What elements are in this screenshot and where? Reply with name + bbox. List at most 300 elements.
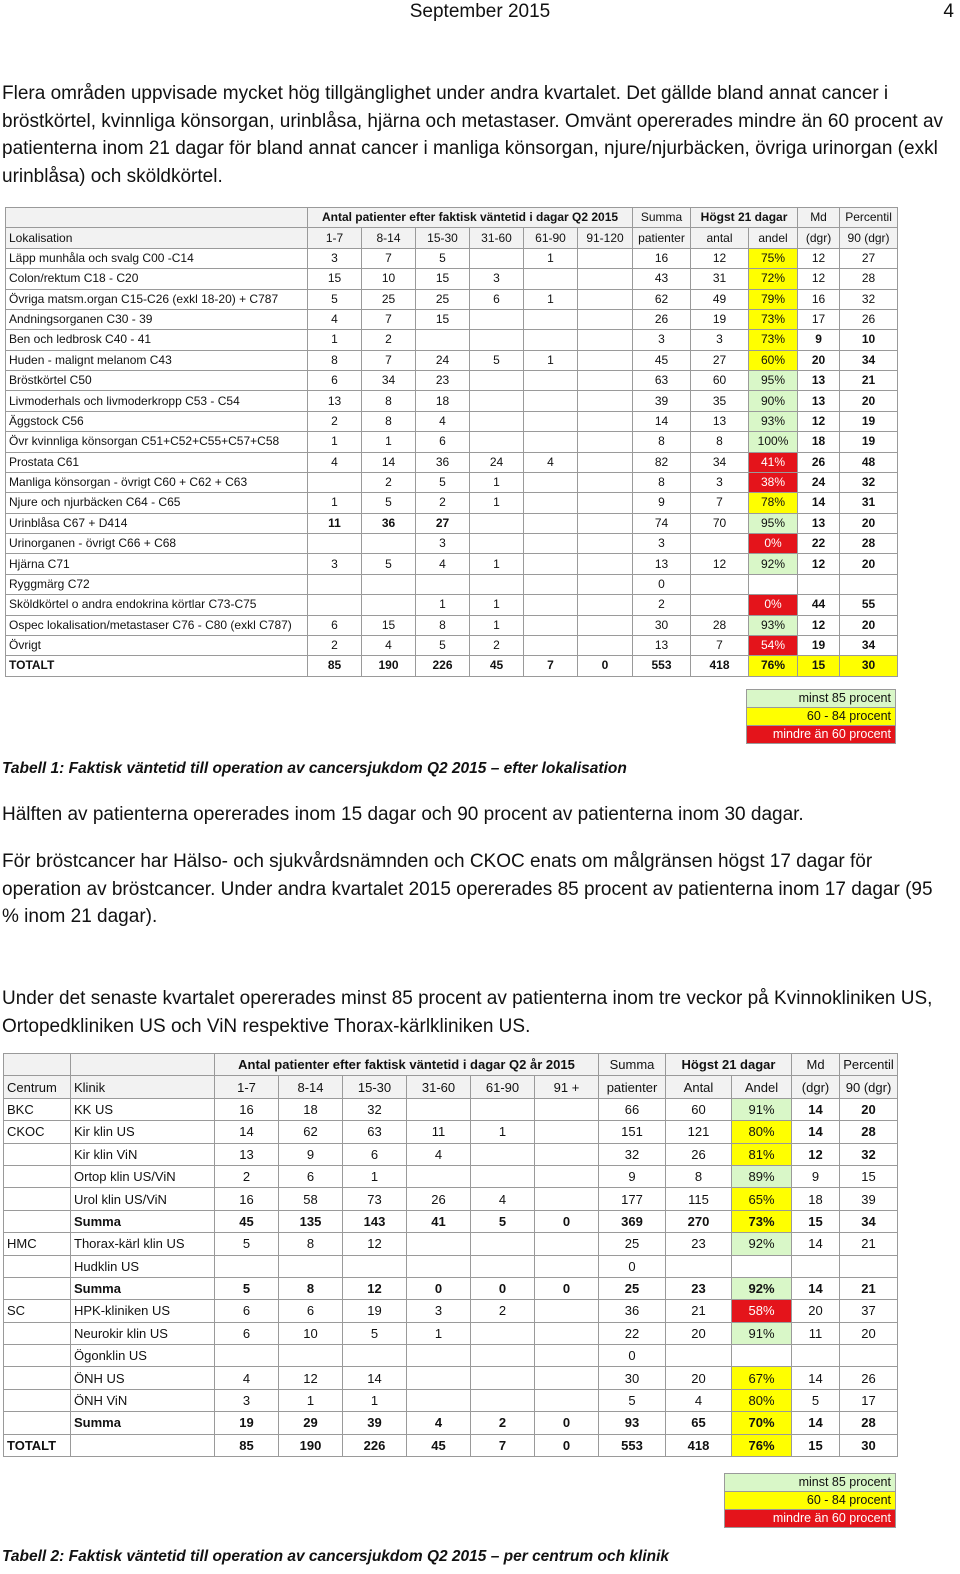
- centrum-value: [4, 1345, 71, 1367]
- sum-value: 9: [599, 1165, 666, 1187]
- bin-value: 85: [215, 1434, 279, 1456]
- bin-value: 4: [362, 635, 416, 655]
- table-row: [6, 574, 898, 594]
- bin-value: 4: [407, 1412, 471, 1434]
- antal-value: 3: [691, 472, 749, 492]
- andel-value: 76%: [732, 1434, 792, 1456]
- header-antal: Antal: [666, 1076, 732, 1098]
- centrum-value: [4, 1165, 71, 1187]
- table-header-row: [4, 1054, 898, 1076]
- p90-value: [840, 574, 898, 594]
- bin-value: 5: [471, 1210, 535, 1232]
- md-value: [798, 574, 840, 594]
- klinik-value: KK US: [71, 1098, 215, 1120]
- andel-value: 67%: [732, 1367, 792, 1389]
- antal-value: [691, 574, 749, 594]
- bin-value: [578, 615, 633, 635]
- bin-value: 19: [215, 1412, 279, 1434]
- bin-value: [578, 391, 633, 411]
- bin-value: [535, 1300, 599, 1322]
- legend-red: mindre än 60 procent: [725, 1510, 896, 1528]
- header-bin: 91-120: [578, 228, 633, 248]
- bin-value: 15: [308, 269, 362, 289]
- md-value: 14: [792, 1098, 840, 1120]
- bin-value: 1: [470, 493, 524, 513]
- sum-value: 45: [633, 350, 691, 370]
- bin-value: 45: [470, 656, 524, 676]
- bin-value: 2: [362, 472, 416, 492]
- bin-value: 25: [362, 289, 416, 309]
- bin-value: 8: [279, 1277, 343, 1299]
- bin-value: [416, 574, 470, 594]
- sum-value: 32: [599, 1143, 666, 1165]
- antal-value: [691, 534, 749, 554]
- centrum-value: SC: [4, 1300, 71, 1322]
- p90-value: 31: [840, 493, 898, 513]
- bin-value: [471, 1345, 535, 1367]
- bin-value: [578, 269, 633, 289]
- header-bin: 8-14: [362, 228, 416, 248]
- table-row: [6, 595, 898, 615]
- klinik-value: Summa: [71, 1210, 215, 1232]
- sum-value: 25: [599, 1233, 666, 1255]
- bin-value: 24: [416, 350, 470, 370]
- p90-value: 28: [840, 269, 898, 289]
- antal-value: 60: [691, 371, 749, 391]
- bin-value: [407, 1098, 471, 1120]
- bin-value: [524, 309, 578, 329]
- centrum-value: TOTALT: [4, 1434, 71, 1456]
- header-p90: 90 (dgr): [840, 1076, 898, 1098]
- header-bin: 61-90: [524, 228, 578, 248]
- bin-value: [470, 432, 524, 452]
- bin-value: 4: [308, 452, 362, 472]
- bin-value: 36: [416, 452, 470, 472]
- bin-value: 6: [215, 1322, 279, 1344]
- andel-value: 54%: [749, 635, 798, 655]
- bin-value: 1: [524, 248, 578, 268]
- andel-value: 72%: [749, 269, 798, 289]
- bin-value: 2: [471, 1412, 535, 1434]
- sum-value: 22: [599, 1322, 666, 1344]
- p90-value: 30: [840, 656, 898, 676]
- andel-value: 38%: [749, 472, 798, 492]
- antal-value: 49: [691, 289, 749, 309]
- table-header-row: [6, 208, 898, 228]
- bin-value: 0: [535, 1277, 599, 1299]
- sum-value: 151: [599, 1121, 666, 1143]
- row-label: Ryggmärg C72: [6, 574, 308, 594]
- sum-value: 25: [599, 1277, 666, 1299]
- bin-value: [578, 635, 633, 655]
- bin-value: [407, 1165, 471, 1187]
- andel-value: 90%: [749, 391, 798, 411]
- p90-value: 20: [840, 554, 898, 574]
- bin-value: [470, 574, 524, 594]
- antal-value: [666, 1255, 732, 1277]
- bin-value: 6: [279, 1300, 343, 1322]
- sum-value: 3: [633, 534, 691, 554]
- andel-value: 73%: [749, 309, 798, 329]
- centrum-value: [4, 1255, 71, 1277]
- bin-value: 5: [416, 635, 470, 655]
- andel-value: 41%: [749, 452, 798, 472]
- table-centrum-klinik: [3, 1053, 898, 1457]
- bin-value: 2: [215, 1165, 279, 1187]
- table-header-row: [4, 1076, 898, 1098]
- bin-value: [524, 330, 578, 350]
- andel-value: 92%: [732, 1233, 792, 1255]
- p90-value: 28: [840, 1121, 898, 1143]
- page-number: 4: [943, 1, 954, 22]
- p90-value: 20: [840, 513, 898, 533]
- bin-value: [308, 472, 362, 492]
- bin-value: 12: [343, 1233, 407, 1255]
- p90-value: 28: [840, 534, 898, 554]
- bin-value: [279, 1255, 343, 1277]
- antal-value: 34: [691, 452, 749, 472]
- bin-value: [578, 472, 633, 492]
- md-value: 12: [798, 554, 840, 574]
- table-row: [6, 269, 898, 289]
- bin-value: [524, 534, 578, 554]
- sum-value: 553: [599, 1434, 666, 1456]
- bin-value: [578, 595, 633, 615]
- bin-value: 14: [215, 1121, 279, 1143]
- antal-value: 28: [691, 615, 749, 635]
- bin-value: 4: [416, 554, 470, 574]
- p90-value: 15: [840, 1165, 898, 1187]
- centrum-value: [4, 1210, 71, 1232]
- antal-value: 31: [691, 269, 749, 289]
- header-md: Md: [792, 1054, 840, 1076]
- bin-value: 13: [215, 1143, 279, 1165]
- bin-value: 16: [215, 1188, 279, 1210]
- row-label: Andningsorganen C30 - 39: [6, 309, 308, 329]
- bin-value: 23: [416, 371, 470, 391]
- md-value: 14: [792, 1233, 840, 1255]
- bin-value: [471, 1389, 535, 1411]
- centrum-value: [4, 1412, 71, 1434]
- header-bin: 31-60: [407, 1076, 471, 1098]
- table-row: [4, 1121, 898, 1143]
- andel-value: 95%: [749, 371, 798, 391]
- legend-table1: [746, 689, 896, 744]
- bin-value: [578, 493, 633, 513]
- md-value: 22: [798, 534, 840, 554]
- table-total-row: [4, 1434, 898, 1456]
- bin-value: [535, 1143, 599, 1165]
- bin-value: [407, 1389, 471, 1411]
- row-label: Hjärna C71: [6, 554, 308, 574]
- p90-value: 26: [840, 1367, 898, 1389]
- sum-value: 74: [633, 513, 691, 533]
- p90-value: 20: [840, 391, 898, 411]
- bin-value: 16: [215, 1098, 279, 1120]
- bin-value: [578, 309, 633, 329]
- bin-value: [535, 1322, 599, 1344]
- p90-value: 32: [840, 472, 898, 492]
- andel-value: 81%: [732, 1143, 792, 1165]
- bin-value: 8: [362, 411, 416, 431]
- antal-value: 23: [666, 1277, 732, 1299]
- header-md-dgr: (dgr): [798, 228, 840, 248]
- p90-value: 34: [840, 1210, 898, 1232]
- page-header: [0, 0, 960, 28]
- bin-value: 6: [279, 1165, 343, 1187]
- table-row: [6, 309, 898, 329]
- bin-value: 6: [308, 371, 362, 391]
- klinik-value: Urol klin US/ViN: [71, 1188, 215, 1210]
- caption-table1: Tabell 1: Faktisk väntetid till operation av cancersjukdom Q2 2015 – efter lokalisation: [2, 760, 627, 777]
- bin-value: 7: [362, 248, 416, 268]
- antal-value: [691, 595, 749, 615]
- table-row: [6, 330, 898, 350]
- bin-value: [343, 1255, 407, 1277]
- bin-value: [407, 1345, 471, 1367]
- andel-value: 60%: [749, 350, 798, 370]
- md-value: 15: [792, 1434, 840, 1456]
- table-row: [4, 1322, 898, 1344]
- bin-value: 4: [215, 1367, 279, 1389]
- p90-value: 28: [840, 1412, 898, 1434]
- bin-value: 10: [362, 269, 416, 289]
- sum-value: 62: [633, 289, 691, 309]
- bin-value: 39: [343, 1412, 407, 1434]
- andel-value: 91%: [732, 1098, 792, 1120]
- row-label: Njure och njurbäcken C64 - C65: [6, 493, 308, 513]
- row-label: Övrigt: [6, 635, 308, 655]
- bin-value: [578, 330, 633, 350]
- andel-value: 93%: [749, 411, 798, 431]
- table-row: [4, 1300, 898, 1322]
- bin-value: 15: [416, 309, 470, 329]
- sum-value: 30: [633, 615, 691, 635]
- antal-value: 8: [666, 1165, 732, 1187]
- sum-value: 14: [633, 411, 691, 431]
- bin-value: 11: [308, 513, 362, 533]
- header-date: September 2015: [409, 1, 551, 22]
- sum-value: 3: [633, 330, 691, 350]
- bin-value: [471, 1143, 535, 1165]
- md-value: 9: [798, 330, 840, 350]
- clinics-paragraph: Under det senaste kvartalet opererades minst 85 procent av patienterna inom tre veckor på Kvinnokliniken US, Ortopedkliniken US och ViN respektive Thorax-kärlkliniken US.: [2, 988, 933, 1037]
- bin-value: [470, 309, 524, 329]
- sum-value: 0: [633, 574, 691, 594]
- antal-value: 19: [691, 309, 749, 329]
- bin-value: [524, 635, 578, 655]
- bin-value: [535, 1121, 599, 1143]
- header-bin: 1-7: [215, 1076, 279, 1098]
- sum-value: 13: [633, 554, 691, 574]
- md-value: 15: [792, 1210, 840, 1232]
- p90-value: 32: [840, 289, 898, 309]
- klinik-value: Summa: [71, 1277, 215, 1299]
- md-value: 18: [798, 432, 840, 452]
- sum-value: 93: [599, 1412, 666, 1434]
- row-label: Sköldkörtel o andra endokrina körtlar C73-C75: [6, 595, 308, 615]
- median-paragraph: Hälften av patienterna opererades inom 15 dagar och 90 procent av patienterna inom 30 dagar.: [2, 804, 804, 825]
- bin-value: 6: [308, 615, 362, 635]
- bin-value: 5: [215, 1233, 279, 1255]
- antal-value: 70: [691, 513, 749, 533]
- bin-value: 45: [407, 1434, 471, 1456]
- md-value: 14: [792, 1121, 840, 1143]
- andel-value: 0%: [749, 534, 798, 554]
- md-value: 15: [798, 656, 840, 676]
- bin-value: 5: [416, 472, 470, 492]
- row-label: Colon/rektum C18 - C20: [6, 269, 308, 289]
- p90-value: 21: [840, 1277, 898, 1299]
- header-bin: 61-90: [471, 1076, 535, 1098]
- bin-value: 63: [343, 1121, 407, 1143]
- bin-value: [578, 513, 633, 533]
- table-row: [6, 554, 898, 574]
- p90-value: 19: [840, 411, 898, 431]
- md-value: 13: [798, 391, 840, 411]
- bin-value: 18: [416, 391, 470, 411]
- bin-value: 5: [362, 493, 416, 513]
- bin-value: 5: [215, 1277, 279, 1299]
- md-value: 12: [798, 248, 840, 268]
- bin-value: 0: [535, 1434, 599, 1456]
- sum-value: 0: [599, 1345, 666, 1367]
- bin-value: [471, 1098, 535, 1120]
- bin-value: [524, 554, 578, 574]
- header-lokalisation: Lokalisation: [6, 228, 308, 248]
- table-row: [6, 513, 898, 533]
- klinik-value: Ortop klin US/ViN: [71, 1165, 215, 1187]
- bin-value: 1: [470, 472, 524, 492]
- header-andel: andel: [749, 228, 798, 248]
- bin-value: [308, 534, 362, 554]
- klinik-value: Thorax-kärl klin US: [71, 1233, 215, 1255]
- bin-value: [470, 534, 524, 554]
- bin-value: 8: [416, 615, 470, 635]
- andel-value: 75%: [749, 248, 798, 268]
- bin-value: [407, 1255, 471, 1277]
- sum-value: 82: [633, 452, 691, 472]
- bin-value: 2: [470, 635, 524, 655]
- bin-value: 29: [279, 1412, 343, 1434]
- bin-value: [578, 452, 633, 472]
- bin-value: 4: [471, 1188, 535, 1210]
- row-label: Äggstock C56: [6, 411, 308, 431]
- bin-value: [535, 1345, 599, 1367]
- bin-value: 12: [343, 1277, 407, 1299]
- row-label: Urinorganen - övrigt C66 + C68: [6, 534, 308, 554]
- bin-value: [524, 493, 578, 513]
- bin-value: 1: [343, 1389, 407, 1411]
- andel-value: 0%: [749, 595, 798, 615]
- bin-value: 5: [343, 1322, 407, 1344]
- sum-value: 8: [633, 472, 691, 492]
- bin-value: 3: [308, 554, 362, 574]
- p90-value: 30: [840, 1434, 898, 1456]
- bin-value: 1: [524, 289, 578, 309]
- bin-value: [343, 1345, 407, 1367]
- klinik-value: ÖNH ViN: [71, 1389, 215, 1411]
- legend-red: mindre än 60 procent: [747, 726, 896, 744]
- bin-value: [471, 1233, 535, 1255]
- bin-value: 5: [308, 289, 362, 309]
- header-p90: 90 (dgr): [840, 228, 898, 248]
- bin-value: 24: [470, 452, 524, 472]
- bin-value: [524, 371, 578, 391]
- bin-value: [308, 574, 362, 594]
- antal-value: 121: [666, 1121, 732, 1143]
- row-label: Urinblåsa C67 + D414: [6, 513, 308, 533]
- bin-value: 143: [343, 1210, 407, 1232]
- p90-value: 26: [840, 309, 898, 329]
- header-group: Antal patienter efter faktisk väntetid i dagar Q2 2015: [308, 208, 633, 228]
- bin-value: 1: [470, 554, 524, 574]
- sum-value: 26: [633, 309, 691, 329]
- table-row: [6, 472, 898, 492]
- klinik-value: ÖNH US: [71, 1367, 215, 1389]
- bin-value: 3: [215, 1389, 279, 1411]
- bin-value: 190: [362, 656, 416, 676]
- sum-value: 177: [599, 1188, 666, 1210]
- antal-value: [666, 1345, 732, 1367]
- header-percentil: Percentil: [840, 1054, 898, 1076]
- bin-value: 14: [343, 1367, 407, 1389]
- antal-value: 20: [666, 1322, 732, 1344]
- bin-value: 1: [416, 595, 470, 615]
- row-label: Övr kvinnliga könsorgan C51+C52+C55+C57+C58: [6, 432, 308, 452]
- md-value: 44: [798, 595, 840, 615]
- row-label: Prostata C61: [6, 452, 308, 472]
- table-row: [6, 411, 898, 431]
- p90-value: [840, 1345, 898, 1367]
- bin-value: [470, 411, 524, 431]
- md-value: 14: [792, 1277, 840, 1299]
- bin-value: [524, 513, 578, 533]
- sum-value: 63: [633, 371, 691, 391]
- sum-value: 36: [599, 1300, 666, 1322]
- p90-value: [840, 1255, 898, 1277]
- bin-value: 27: [416, 513, 470, 533]
- antal-value: 8: [691, 432, 749, 452]
- bin-value: 6: [470, 289, 524, 309]
- andel-value: [732, 1345, 792, 1367]
- bin-value: 1: [471, 1121, 535, 1143]
- bin-value: 8: [279, 1233, 343, 1255]
- bin-value: 1: [362, 432, 416, 452]
- sum-value: 13: [633, 635, 691, 655]
- md-value: 19: [798, 635, 840, 655]
- sum-value: 39: [633, 391, 691, 411]
- centrum-value: [4, 1188, 71, 1210]
- andel-value: 80%: [732, 1121, 792, 1143]
- bin-value: 13: [308, 391, 362, 411]
- md-value: 14: [798, 493, 840, 513]
- antal-value: 27: [691, 350, 749, 370]
- bin-value: 41: [407, 1210, 471, 1232]
- antal-value: 418: [691, 656, 749, 676]
- bin-value: 34: [362, 371, 416, 391]
- bin-value: 5: [362, 554, 416, 574]
- bin-value: [407, 1367, 471, 1389]
- bin-value: 6: [215, 1300, 279, 1322]
- caption-table2: Tabell 2: Faktisk väntetid till operation av cancersjukdom Q2 2015 – per centrum och klinik: [2, 1548, 670, 1565]
- bin-value: 2: [471, 1300, 535, 1322]
- md-value: 14: [792, 1412, 840, 1434]
- row-label: Huden - malignt melanom C43: [6, 350, 308, 370]
- row-label: Övriga matsm.organ C15-C26 (exkl 18-20) + C787: [6, 289, 308, 309]
- table-row: [6, 350, 898, 370]
- centrum-value: HMC: [4, 1233, 71, 1255]
